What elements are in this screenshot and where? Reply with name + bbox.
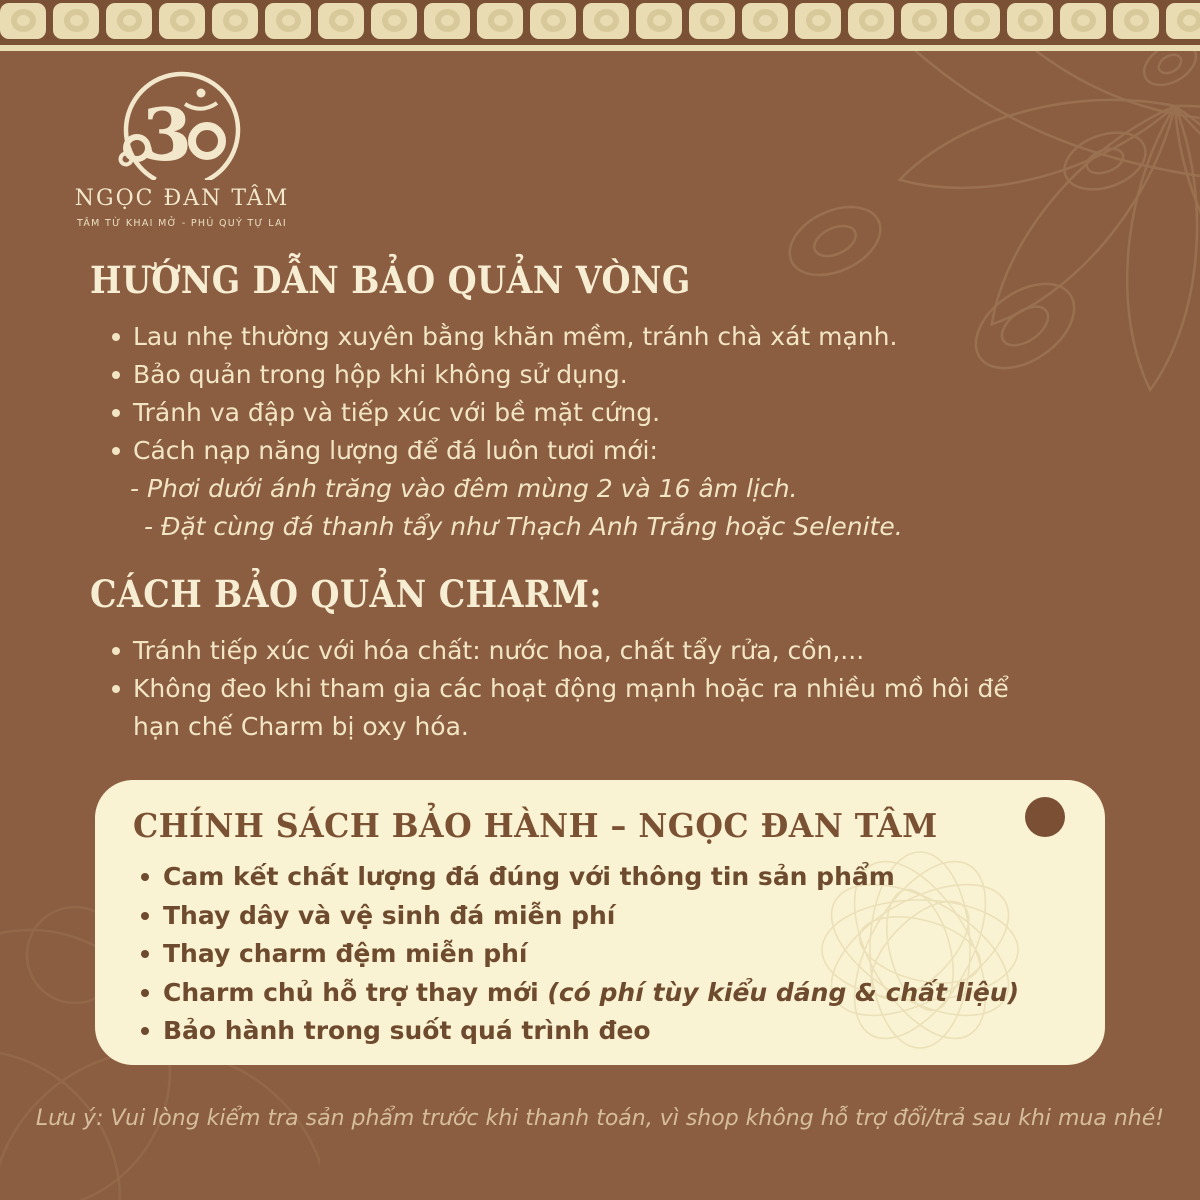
list-item-text: Thay charm đệm miễn phí — [163, 939, 528, 968]
coin-ring — [700, 9, 725, 32]
list-item — [144, 508, 903, 546]
coin-ornament — [1113, 3, 1159, 39]
list-item-text: Tránh tiếp xúc với hóa chất: nước hoa, chất tẩy rửa, cồn,... — [133, 636, 865, 665]
list-item-text: Bảo quản trong hộp khi không sử dụng. — [133, 360, 628, 389]
bullet-dot — [141, 912, 149, 920]
coin-ornament — [848, 3, 894, 39]
charm-care-list — [112, 632, 1013, 746]
warranty-list — [133, 858, 1065, 1051]
brand-logo — [72, 62, 292, 229]
list-item-text: Không đeo khi tham gia các hoạt động mạnh hoặc ra nhiều mồ hôi để hạn chế Charm bị oxy hóa. — [133, 674, 1009, 741]
brand-name: NGỌC ĐAN TÂM — [74, 186, 290, 211]
coin-ring — [64, 9, 89, 32]
list-item — [112, 670, 1013, 746]
coin-ornament — [1060, 3, 1106, 39]
energy-recharge-sublist — [130, 470, 903, 546]
coin-ornament — [954, 3, 1000, 39]
coin-ornament — [689, 3, 735, 39]
coin-ring — [488, 9, 513, 32]
coin-ring — [541, 9, 566, 32]
bullet-dot — [112, 409, 120, 417]
coin-ornament — [265, 3, 311, 39]
coin-ring — [435, 9, 460, 32]
list-item-text: Lau nhẹ thường xuyên bằng khăn mềm, tránh chà xát mạnh. — [133, 322, 898, 351]
brand-tagline: TÂM TỪ KHAI MỞ - PHÚ QUÝ TỰ LAI — [77, 218, 287, 229]
top-coin-border — [0, 0, 1200, 51]
coin-ornament — [371, 3, 417, 39]
list-item — [133, 897, 1065, 936]
coin-ornament — [212, 3, 258, 39]
list-item — [133, 858, 1065, 897]
list-item — [133, 974, 1065, 1013]
bullet-dot — [141, 1027, 149, 1035]
coin-ring — [859, 9, 884, 32]
coin-ring — [1071, 9, 1096, 32]
bullet-dot — [112, 371, 120, 379]
coin-border-row — [0, 3, 1200, 41]
bullet-dot — [141, 950, 149, 958]
coin-ring — [1124, 9, 1149, 32]
coin-ornament — [477, 3, 523, 39]
coin-ornament — [583, 3, 629, 39]
list-item — [112, 356, 897, 394]
coin-ring — [806, 9, 831, 32]
coin-ornament — [318, 3, 364, 39]
coin-ring — [276, 9, 301, 32]
list-item-text — [163, 974, 1019, 1013]
bullet-dot — [141, 873, 149, 881]
coin-ring — [912, 9, 937, 32]
coin-ornament — [1166, 3, 1200, 39]
list-item — [112, 318, 897, 356]
list-item-text: Tránh va đập và tiếp xúc với bề mặt cứng. — [133, 398, 661, 427]
coin-ring — [223, 9, 248, 32]
coin-ring — [170, 9, 195, 32]
bullet-dot — [112, 333, 120, 341]
bracelet-care-list — [112, 318, 897, 470]
list-item-text: Thay dây và vệ sinh đá miễn phí — [163, 900, 616, 930]
coin-ring — [965, 9, 990, 32]
warranty-title: CHÍNH SÁCH BẢO HÀNH – NGỌC ĐAN TÂM — [133, 806, 938, 845]
coin-ornament — [0, 3, 46, 39]
coin-ring — [382, 9, 407, 32]
list-item — [133, 1012, 1065, 1051]
list-item-text: Cam kết chất lượng đá đúng với thông tin sản phẩm — [163, 862, 895, 891]
coin-ornament — [53, 3, 99, 39]
coin-ring — [1018, 9, 1043, 32]
coin-ornament — [159, 3, 205, 39]
bullet-dot — [141, 989, 149, 997]
coin-ornament — [424, 3, 470, 39]
coin-ornament — [106, 3, 152, 39]
coin-ornament — [530, 3, 576, 39]
coin-ornament — [742, 3, 788, 39]
coin-ornament — [1007, 3, 1053, 39]
warranty-policy-panel — [95, 780, 1105, 1065]
coin-ring — [11, 9, 36, 32]
coin-ring — [1177, 9, 1200, 32]
list-item-text-note: (có phí tùy kiểu dáng & chất liệu) — [547, 977, 1020, 1007]
coin-ring — [647, 9, 672, 32]
coin-ornament — [901, 3, 947, 39]
border-stripe — [0, 45, 1200, 51]
list-item-text: - Đặt cùng đá thanh tẩy như Thạch Anh Trắng hoặc Selenite. — [144, 512, 903, 541]
coin-ring — [753, 9, 778, 32]
list-item — [130, 470, 903, 508]
list-item-text: Cách nạp năng lượng để đá luôn tươi mới: — [133, 436, 658, 465]
list-item-text: Bảo hành trong suốt quá trình đeo — [163, 1016, 651, 1045]
list-item-text-main: Charm chủ hỗ trợ thay mới — [163, 977, 548, 1007]
bullet-dot — [112, 647, 120, 655]
section-title-charm-care: CÁCH BẢO QUẢN CHARM: — [90, 572, 603, 616]
section-title-bracelet-care: HƯỚNG DẪN BẢO QUẢN VÒNG — [90, 258, 691, 302]
bullet-dot — [112, 685, 120, 693]
coin-ring — [594, 9, 619, 32]
list-item — [112, 432, 897, 470]
coin-ornament — [795, 3, 841, 39]
coin-ornament — [636, 3, 682, 39]
footer-note: Lưu ý: Vui lòng kiểm tra sản phẩm trước khi thanh toán, vì shop không hỗ trợ đổi/trả sau khi mua nhé! — [35, 1106, 1165, 1131]
list-item — [112, 394, 897, 432]
bullet-dot — [112, 447, 120, 455]
list-item-text: - Phơi dưới ánh trăng vào đêm mùng 2 và 16 âm lịch. — [130, 474, 798, 503]
svg-text:3: 3 — [141, 92, 193, 177]
coin-ring — [329, 9, 354, 32]
list-item — [133, 935, 1065, 974]
om-icon — [82, 62, 282, 180]
list-item — [112, 632, 1013, 670]
coin-ring — [117, 9, 142, 32]
